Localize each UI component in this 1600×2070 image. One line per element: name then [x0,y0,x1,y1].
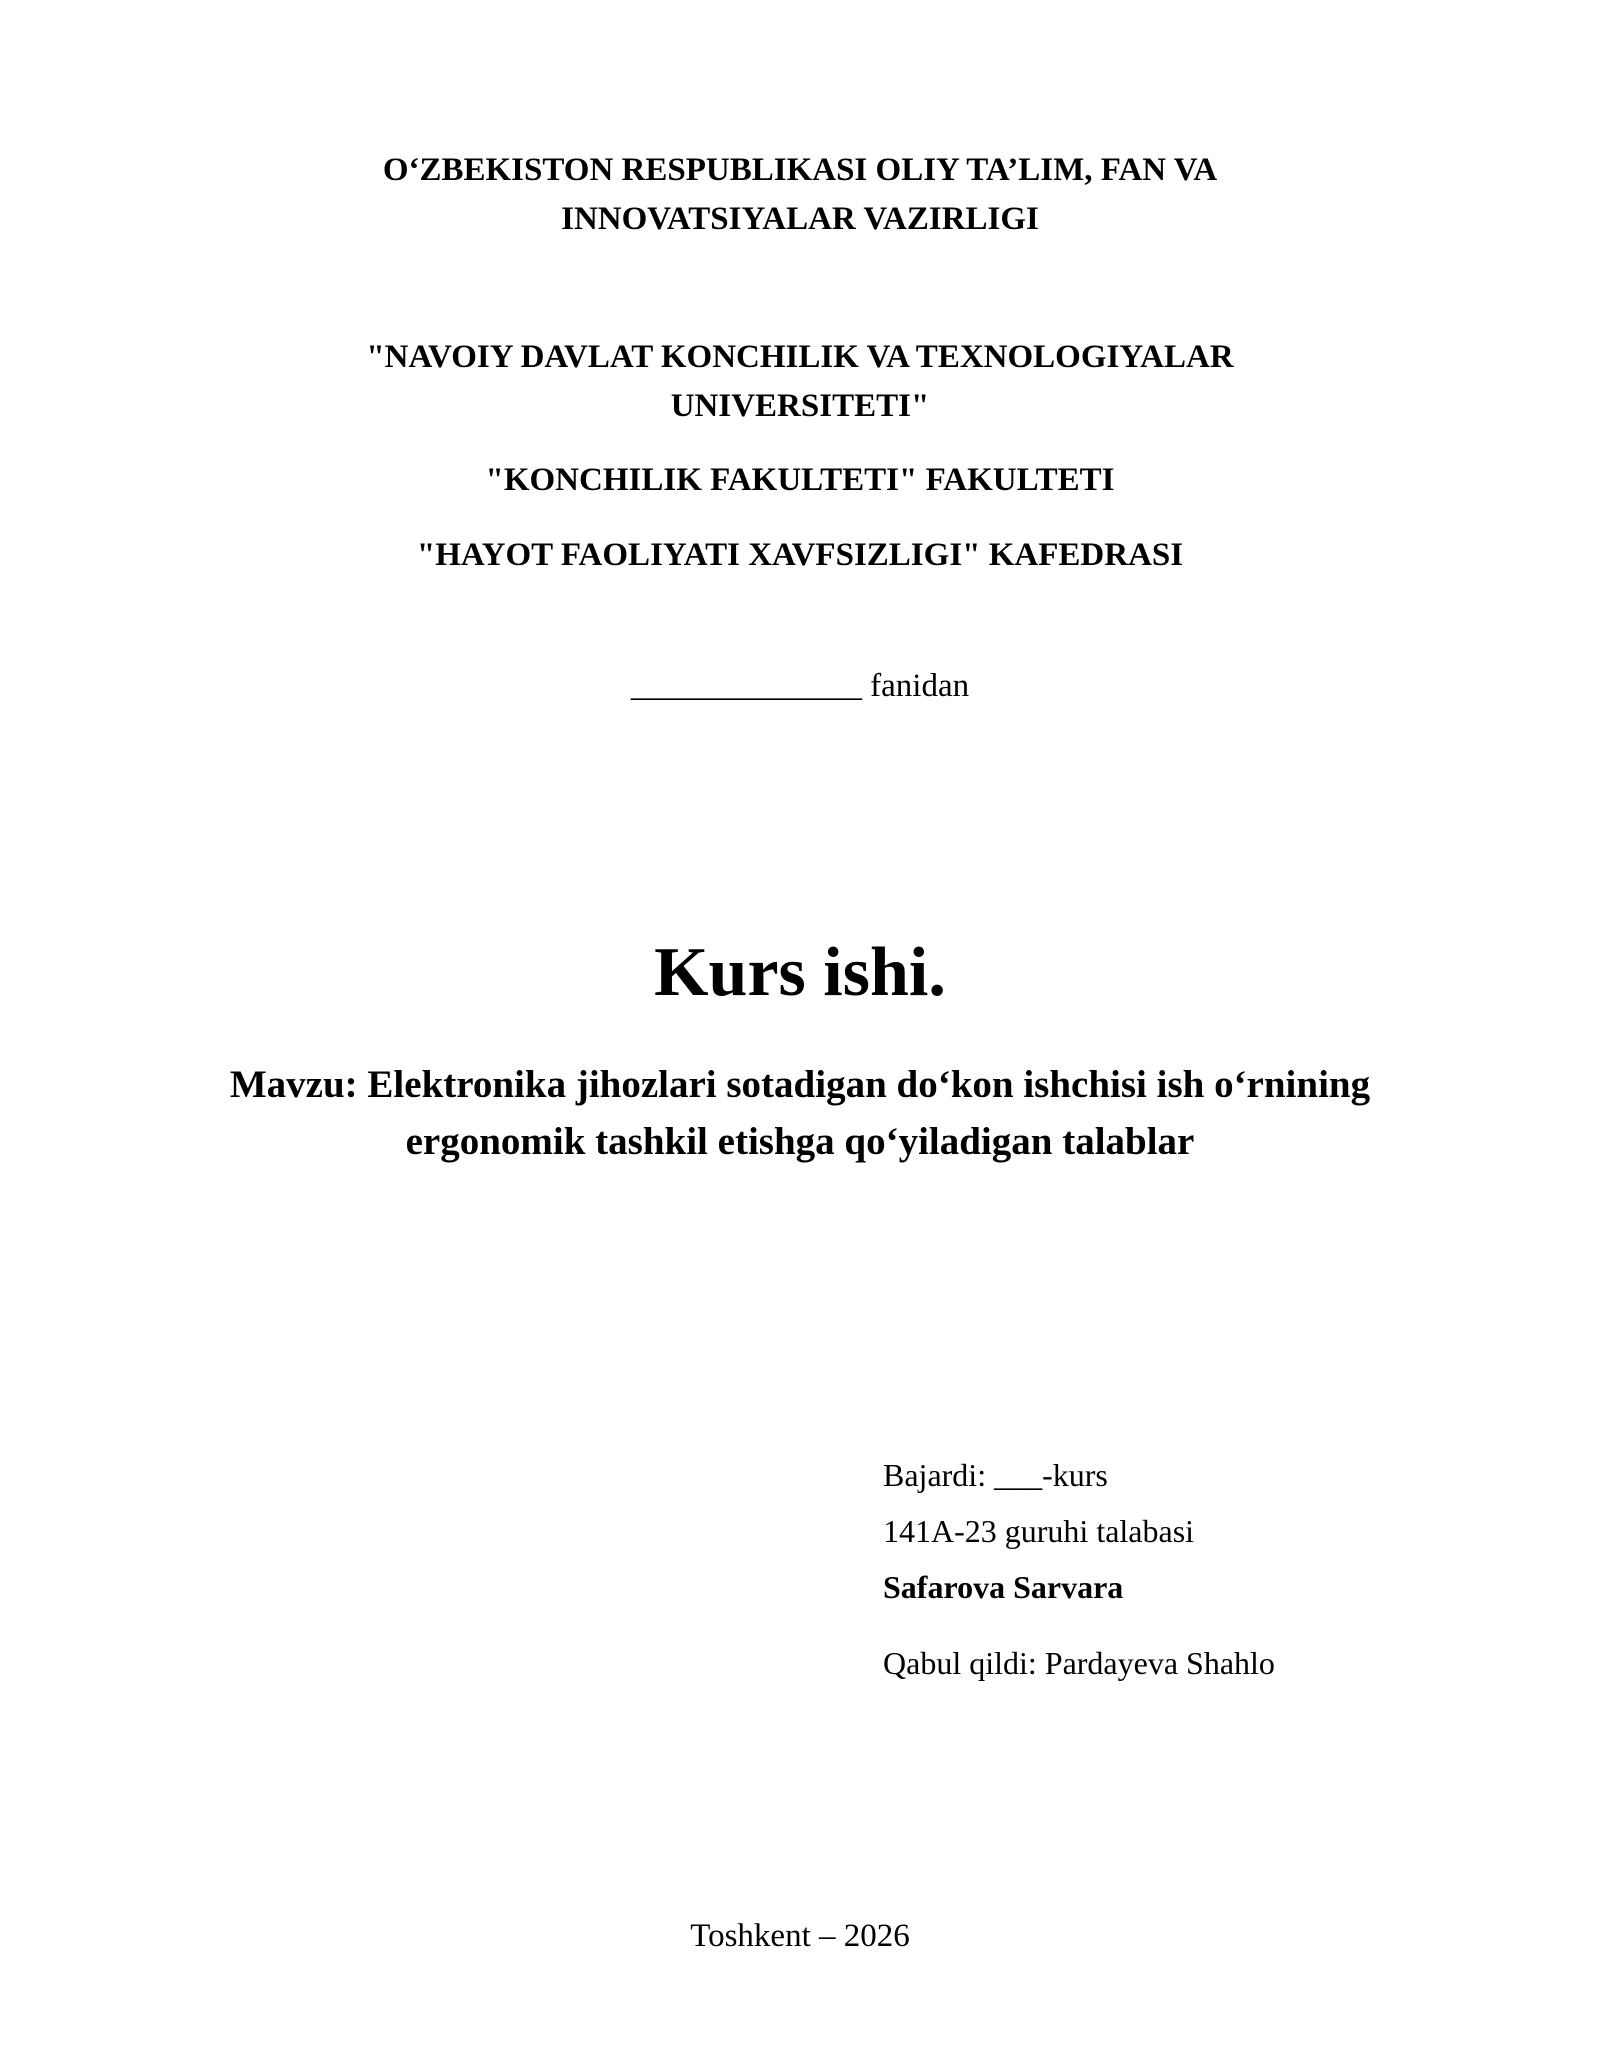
performed-by: Bajardi: ___-kurs [883,1457,1108,1493]
student-group: 141A-23 guruhi talabasi [883,1513,1195,1549]
student-name: Safarova Sarvara [883,1569,1124,1605]
work-title: Kurs ishi. [654,934,946,1011]
topic-line-1: Mavzu: Elektronika jihozlari sotadigan do‘kon ishchisi ish o‘rnining [229,1063,1371,1106]
accepted-by: Qabul qildi: Pardayeva Shahlo [883,1645,1275,1681]
university-line-2: UNIVERSITETI" [670,388,930,424]
place-year: Toshkent – 2026 [690,1918,910,1954]
ministry-line-1: O‘ZBEKISTON RESPUBLIKASI OLIY TA’LIM, FAN VA [382,152,1218,188]
department-name: "HAYOT FAOLIYATI XAVFSIZLIGI" KAFEDRASI [416,537,1184,573]
ministry-line-2: INNOVATSIYALAR VAZIRLIGI [561,201,1039,237]
subject-line: ______________ fanidan [630,668,970,704]
university-line-1: "NAVOIY DAVLAT KONCHILIK VA TEXNOLOGIYALAR [366,339,1234,375]
faculty-name: "KONCHILIK FAKULTETI" FAKULTETI [485,462,1115,498]
topic-line-2: ergonomik tashkil etishga qo‘yiladigan talablar [405,1120,1195,1163]
